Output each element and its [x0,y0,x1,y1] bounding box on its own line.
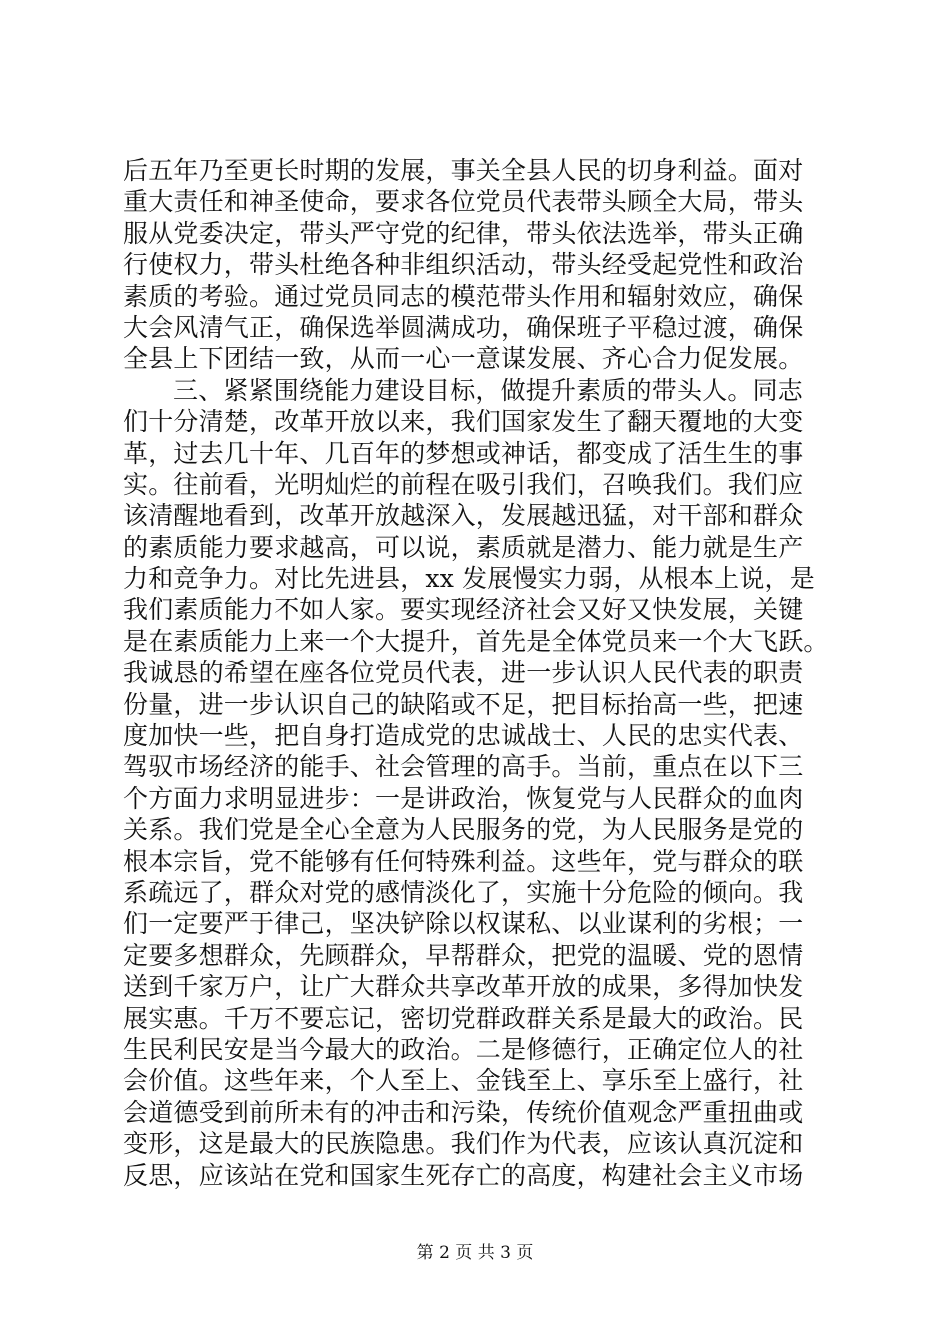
text-line: 重大责任和神圣使命，要求各位党员代表带头顾全大局，带头 [123,187,804,217]
text-line: 大会风清气正，确保选举圆满成功，确保班子平稳过渡，确保 [123,312,804,342]
text-line: 驾驭市场经济的能手、社会管理的高手。当前，重点在以下三 [123,752,804,782]
text-line: 革，过去几十年、几百年的梦想或神话，都变成了活生生的事 [123,438,804,468]
text-line: 反思，应该站在党和国家生死存亡的高度，构建社会主义市场 [123,1160,804,1190]
text-line: 素质的考验。通过党员同志的模范带头作用和辐射效应，确保 [123,281,804,311]
text-line: 后五年乃至更长时期的发展，事关全县人民的切身利益。面对 [123,156,804,185]
text-line: 我诚恳的希望在座各位党员代表，进一步认识人民代表的职责 [123,658,804,688]
text-line: 个方面力求明显进步：一是讲政治，恢复党与人民群众的血肉 [123,783,804,813]
text-line: 度加快一些，把自身打造成党的忠诚战士、人民的忠实代表、 [123,721,804,751]
text-line: 展实惠。千万不要忘记，密切党群政群关系是最大的政治。民 [123,1003,804,1033]
document-body [123,155,835,1191]
text-line: 关系。我们党是全心全意为人民服务的党，为人民服务是党的 [123,815,804,845]
text-line: 实。往前看，光明灿烂的前程在吸引我们，召唤我们。我们应 [123,469,804,499]
text-line: 服从党委决定，带头严守党的纪律，带头依法选举，带头正确 [123,218,804,248]
text-line: 们一定要严于律己，坚决铲除以权谋私、以业谋利的劣根；一 [123,909,804,939]
page-number-footer: 第 2 页 共 3 页 [416,1243,534,1263]
text-line: 生民利民安是当今最大的政治。二是修德行，正确定位人的社 [123,1034,804,1064]
text-line: 该清醒地看到，改革开放越深入，发展越迅猛，对干部和群众 [123,501,804,531]
text-line: 会价值。这些年来，个人至上、金钱至上、享乐至上盛行，社 [123,1066,804,1096]
text-line: 全县上下团结一致，从而一心一意谋发展、齐心合力促发展。 [123,344,804,374]
text-line: 根本宗旨，党不能够有任何特殊利益。这些年，党与群众的联 [123,846,804,876]
text-line: 定要多想群众，先顾群众，早帮群众，把党的温暖、党的恩情 [123,940,804,970]
text-line: 系疏远了，群众对党的感情淡化了，实施十分危险的倾向。我 [123,877,804,907]
text-line: 的素质能力要求越高，可以说，素质就是潜力、能力就是生产 [123,532,804,562]
text-line: 会道德受到前所未有的冲击和污染，传统价值观念严重扭曲或 [123,1097,804,1127]
text-line: 份量，进一步认识自己的缺陷或不足，把目标抬高一些，把速 [123,689,804,719]
section-heading-line: 三、紧紧围绕能力建设目标，做提升素质的带头人。同志 [173,375,804,405]
text-line: 行使权力，带头杜绝各种非组织活动，带头经受起党性和政治 [123,250,804,280]
text-line: 力和竞争力。对比先进县，xx 发展慢实力弱，从根本上说，是 [123,564,815,594]
text-line: 变形，这是最大的民族隐患。我们作为代表，应该认真沉淀和 [123,1129,804,1159]
text-line: 是在素质能力上来一个大提升，首先是全体党员来一个大飞跃。 [123,626,829,656]
text-line: 我们素质能力不如人家。要实现经济社会又好又快发展，关键 [123,595,804,625]
text-line: 送到千家万户，让广大群众共享改革开放的成果，多得加快发 [123,972,804,1002]
text-line: 们十分清楚，改革开放以来，我们国家发生了翻天覆地的大变 [123,407,804,437]
